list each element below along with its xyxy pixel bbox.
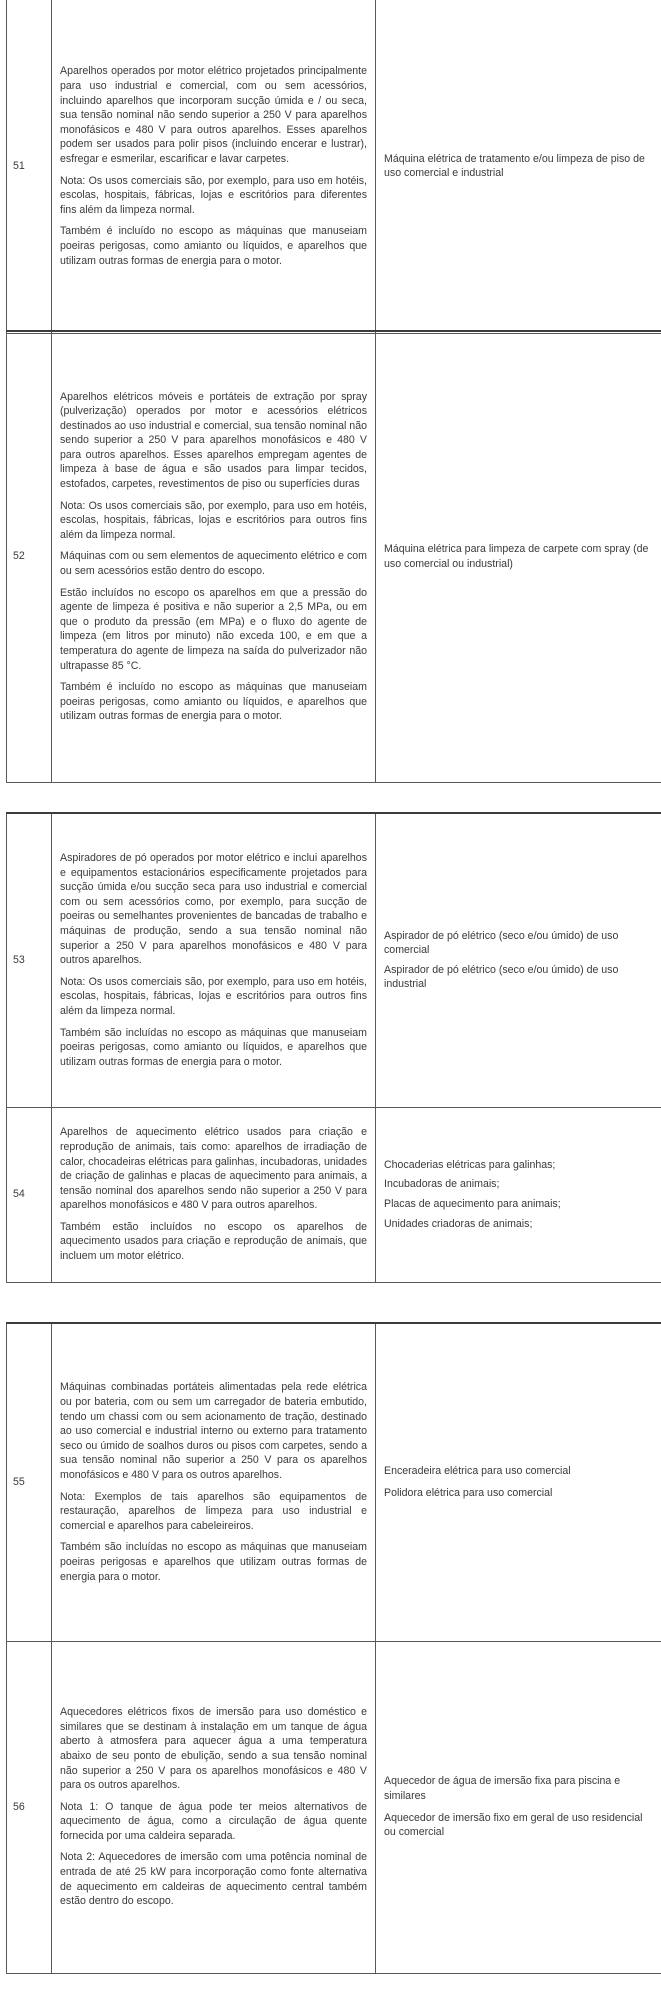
product-cell <box>376 1323 661 1641</box>
description-cell <box>52 1641 376 1973</box>
description-paragraph: Nota 2: Aquecedores de imersão com uma potência nominal de entrada de até 25 kW para incorporação como fonte alternativa de aquecimento em caldeiras de aquecimento central também estão dentro do escopo. <box>60 1851 367 1908</box>
description-paragraph: Aparelhos elétricos móveis e portáteis de extração por spray (pulverização) operados por motor e acessórios elétricos destinados ao uso industrial e comercial, sua tensão nominal não sendo superior a 250 V para aparelhos monofásicos e 480 V para outros aparelhos. Esses aparelhos empregam agentes de limpeza à base de água e são usados para limpar tecidos, estofados, carpetes, revestimentos de piso ou superfícies duras <box>60 390 367 491</box>
table-row <box>7 813 661 1107</box>
description-paragraph: Nota: Os usos comerciais são, por exemplo, para uso em hotéis, escolas, hospitais, fábricas, lojas e escritórios para outros fins além da limpeza normal. <box>60 975 367 1018</box>
table-row <box>7 1641 661 1973</box>
description-paragraph: Também é incluído no escopo as máquinas que manuseiam poeiras perigosas, como amianto ou líquidos, e aparelhos que utilizam outras formas de energia para o motor. <box>60 225 367 267</box>
product-name: Aquecedor de imersão fixo em geral de uso residencial ou comercial <box>384 1811 643 1839</box>
description-paragraph: Também são incluídas no escopo as máquinas que manuseiam poeiras perigosas e aparelhos que utilizam outras formas de energia para o motor. <box>60 1541 367 1583</box>
description-paragraph: Aparelhos de aquecimento elétrico usados para criação e reprodução de animais, tais como: aparelhos de irradiação de calor, chocadeiras elétricas para galinhas, incubadoras, unidades de criação de galinhas e placas de aquecimento para animais, a tensão nominal dos aparelhos sendo não superior a 250 V para aparelhos monofásicos e 480 V para outros aparelhos. <box>60 1126 367 1212</box>
description-paragraph: Aquecedores elétricos fixos de imersão para uso doméstico e similares que se destinam à instalação em um tanque de água aberto à atmosfera para aquecer água a uma temperatura abaixo de seu ponto de ebulição, sendo a sua tensão nominal não superior a 250 V para os aparelhos monofásicos e 480 V para os outros aparelhos. <box>60 1706 367 1792</box>
description-paragraph: Nota: Os usos comerciais são, por exemplo, para uso em hotéis, escolas, hospitais, fábricas, lojas e escritórios para outros fins além da limpeza normal. <box>60 499 367 541</box>
product-name: Enceradeira elétrica para uso comercial <box>384 1465 571 1478</box>
description-cell <box>52 331 376 782</box>
table-row <box>7 0 661 333</box>
product-name: Unidades criadoras de animais; <box>384 1217 533 1230</box>
description-paragraph: Também são incluídas no escopo as máquinas que manuseiam poeiras perigosas, como amianto ou líquidos, e aparelhos que utilizam outras formas de energia para o motor. <box>60 1026 367 1068</box>
description-paragraph: Aparelhos operados por motor elétrico projetados principalmente para uso industrial e comercial, com ou sem acessórios, incluindo aparelhos que incorporam sucção úmida e / ou seca, sua tensão nominal não sendo superior a 250 V para aparelhos monofásicos e 480 V para outros aparelhos. Esses aparelhos podem ser usados para polir pisos (incluindo encerar e lustrar), esfregar e esmerilar, escarificar e lavar carpetes. <box>60 65 367 165</box>
description-paragraph: Máquinas com ou sem elementos de aquecimento elétrico e com ou sem acessórios estão dentro do escopo. <box>60 550 367 578</box>
item-number: 52 <box>7 331 52 782</box>
description-paragraph: Também estão incluídos no escopo os aparelhos de aquecimento usados para criação e reprodução de animais, que incluem um motor elétrico. <box>60 1220 367 1263</box>
product-name: Aspirador de pó elétrico (seco e/ou úmido) de uso comercial <box>384 929 619 957</box>
description-cell <box>52 1323 376 1641</box>
product-name: Aquecedor de água de imersão fixa para piscina e similares <box>384 1775 621 1802</box>
item-number: 51 <box>7 0 52 333</box>
product-name: Máquina elétrica de tratamento e/ou limpeza de piso de uso comercial e industrial <box>384 152 645 180</box>
description-paragraph: Estão incluídos no escopo os aparelhos em que a pressão do agente de limpeza é positiva e não superior a 2,5 MPa, ou em que o produto da pressão (em MPa) e o fluxo do agente de limpeza (em litros por minuto) não exceda 100, e em que a temperatura do agente de limpeza na saída do pulverizador não ultrapasse 85 °C. <box>60 586 367 672</box>
scope-table-block-2 <box>6 330 661 783</box>
table-row <box>7 1323 661 1641</box>
product-name: Incubadoras de animais; <box>384 1178 500 1191</box>
item-number: 53 <box>7 813 52 1107</box>
product-cell <box>376 1107 661 1282</box>
description-cell <box>52 0 376 333</box>
description-cell <box>52 813 376 1107</box>
table-row <box>7 1107 661 1282</box>
description-cell <box>52 1107 376 1282</box>
description-paragraph: Também é incluído no escopo as máquinas que manuseiam poeiras perigosas, como amianto ou líquidos, e aparelhos que utilizam outras formas de energia para o motor. <box>60 681 367 723</box>
scope-table-block-3 <box>6 812 661 1283</box>
product-cell <box>376 813 661 1107</box>
item-number: 55 <box>7 1323 52 1641</box>
scope-table-block-4 <box>6 1322 661 1974</box>
product-name: Aspirador de pó elétrico (seco e/ou úmido) de uso industrial <box>384 963 619 991</box>
product-name: Máquina elétrica para limpeza de carpete com spray (de uso comercial ou industrial) <box>384 543 649 570</box>
description-paragraph: Nota: Os usos comerciais são, por exemplo, para uso em hotéis, escolas, hospitais, fábricas, lojas e escritórios para diferentes fins além da limpeza normal. <box>60 174 367 216</box>
product-name: Placas de aquecimento para animais; <box>384 1198 561 1210</box>
description-paragraph: Aspiradores de pó operados por motor elétrico e inclui aparelhos e equipamentos estacionários especificamente projetados para sucção úmida e/ou sucção seca para uso industrial e comercial com ou sem acessórios como, por exemplo, para sucção de poeiras ou semelhantes provenientes de bancadas de trabalho e máquinas de produção, sendo a sua tensão nominal não superior a 250 V para aparelhos monofásicos e 480 V para outros aparelhos. <box>60 852 367 967</box>
description-paragraph: Nota: Exemplos de tais aparelhos são equipamentos de restauração, aparelhos de limpeza para uso industrial e comercial e aparelhos para cabeleireiros. <box>60 1490 367 1532</box>
item-number: 54 <box>7 1107 52 1282</box>
table-row <box>7 331 661 782</box>
scope-table-block-1 <box>6 0 661 334</box>
product-cell <box>376 1641 661 1973</box>
product-cell <box>376 331 661 782</box>
product-name: Polidora elétrica para uso comercial <box>384 1486 553 1499</box>
item-number: 56 <box>7 1641 52 1973</box>
description-paragraph: Máquinas combinadas portáteis alimentadas pela rede elétrica ou por bateria, com ou sem um carregador de bateria embutido, tendo um chassi com ou sem acionamento de tração, destinado ao uso comercial e industrial interno ou externo para tratamento seco ou úmido de soalhos duros ou pisos com carpetes, sendo a sua tensão nominal não superior a 250 V para os aparelhos monofásicos e 480 V para os outros aparelhos. <box>60 1381 367 1481</box>
product-name: Chocaderias elétricas para galinhas; <box>384 1158 556 1171</box>
description-paragraph: Nota 1: O tanque de água pode ter meios alternativos de aquecimento de água, como a circulação de água quente fornecida por uma caldeira separada. <box>60 1800 367 1842</box>
product-cell <box>376 0 661 333</box>
